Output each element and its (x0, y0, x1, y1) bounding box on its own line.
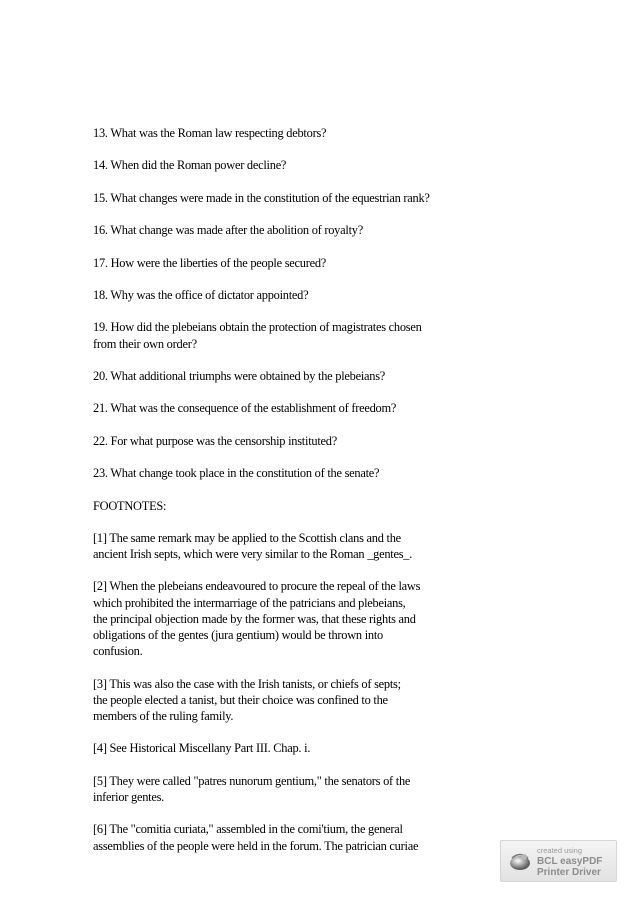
text-line: [4] See Historical Miscellany Part III. Chap. i. (93, 741, 311, 756)
paragraph (93, 190, 523, 206)
paragraph (93, 400, 523, 416)
text-line: inferior gentes. (93, 790, 165, 805)
text-line: [3] This was also the case with the Irish tanists, or chiefs of septs; (93, 676, 401, 691)
text-line: [1] The same remark may be applied to the Scottish clans and the (93, 530, 401, 545)
paragraph (93, 368, 523, 384)
document-body (93, 125, 523, 870)
watermark-product-type: Printer Driver (537, 867, 601, 878)
text-line: 14. When did the Roman power decline? (93, 158, 287, 173)
text-line: confusion. (93, 644, 143, 659)
text-line: 19. How did the plebeians obtain the protection of magistrates chosen (93, 320, 422, 335)
bcl-logo-icon (508, 849, 532, 873)
text-line: 20. What additional triumphs were obtained by the plebeians? (93, 368, 386, 383)
text-line: [2] When the plebeians endeavoured to procure the repeal of the laws (93, 579, 421, 594)
paragraph (93, 498, 523, 514)
text-line: 22. For what purpose was the censorship instituted? (93, 433, 337, 448)
text-line: obligations of the gentes (jura gentium) would be thrown into (93, 628, 383, 643)
bcl-easypdf-watermark (500, 840, 617, 882)
text-line: 18. Why was the office of dictator appointed? (93, 287, 309, 302)
text-line: FOOTNOTES: (93, 498, 167, 513)
text-line: 15. What changes were made in the constitution of the equestrian rank? (93, 190, 430, 205)
text-line: the people elected a tanist, but their choice was confined to the (93, 692, 388, 707)
paragraph (93, 773, 523, 805)
text-line: [6] The "comitia curiata," assembled in the comi'tium, the general (93, 822, 403, 837)
paragraph (93, 821, 523, 853)
watermark-text (537, 845, 602, 878)
paragraph (93, 125, 523, 141)
paragraph (93, 676, 523, 725)
text-line: 17. How were the liberties of the people secured? (93, 255, 327, 270)
text-line: ancient Irish septs, which were very similar to the Roman _gentes_. (93, 547, 413, 562)
text-line: the principal objection made by the former was, that these rights and (93, 611, 416, 626)
text-line: assemblies of the people were held in the forum. The patrician curiae (93, 838, 419, 853)
text-line: members of the ruling family. (93, 709, 234, 724)
text-line: from their own order? (93, 336, 197, 351)
paragraph (93, 255, 523, 271)
text-line: 23. What change took place in the constitution of the senate? (93, 466, 380, 481)
text-line: 13. What was the Roman law respecting debtors? (93, 126, 327, 140)
text-line: 16. What change was made after the abolition of royalty? (93, 223, 363, 238)
paragraph (93, 319, 523, 351)
paragraph (93, 530, 523, 562)
paragraph (93, 740, 523, 756)
paragraph (93, 157, 523, 173)
text-line: which prohibited the intermarriage of the patricians and plebeians, (93, 595, 406, 610)
text-line: 21. What was the consequence of the establishment of freedom? (93, 401, 397, 416)
paragraph (93, 578, 523, 659)
paragraph (93, 465, 523, 481)
paragraph (93, 287, 523, 303)
paragraph (93, 222, 523, 238)
text-line: [5] They were called "patres nunorum gentium," the senators of the (93, 773, 411, 788)
watermark-created-using: created using (537, 846, 583, 855)
paragraph (93, 433, 523, 449)
watermark-product-name: BCL easyPDF (537, 856, 603, 867)
